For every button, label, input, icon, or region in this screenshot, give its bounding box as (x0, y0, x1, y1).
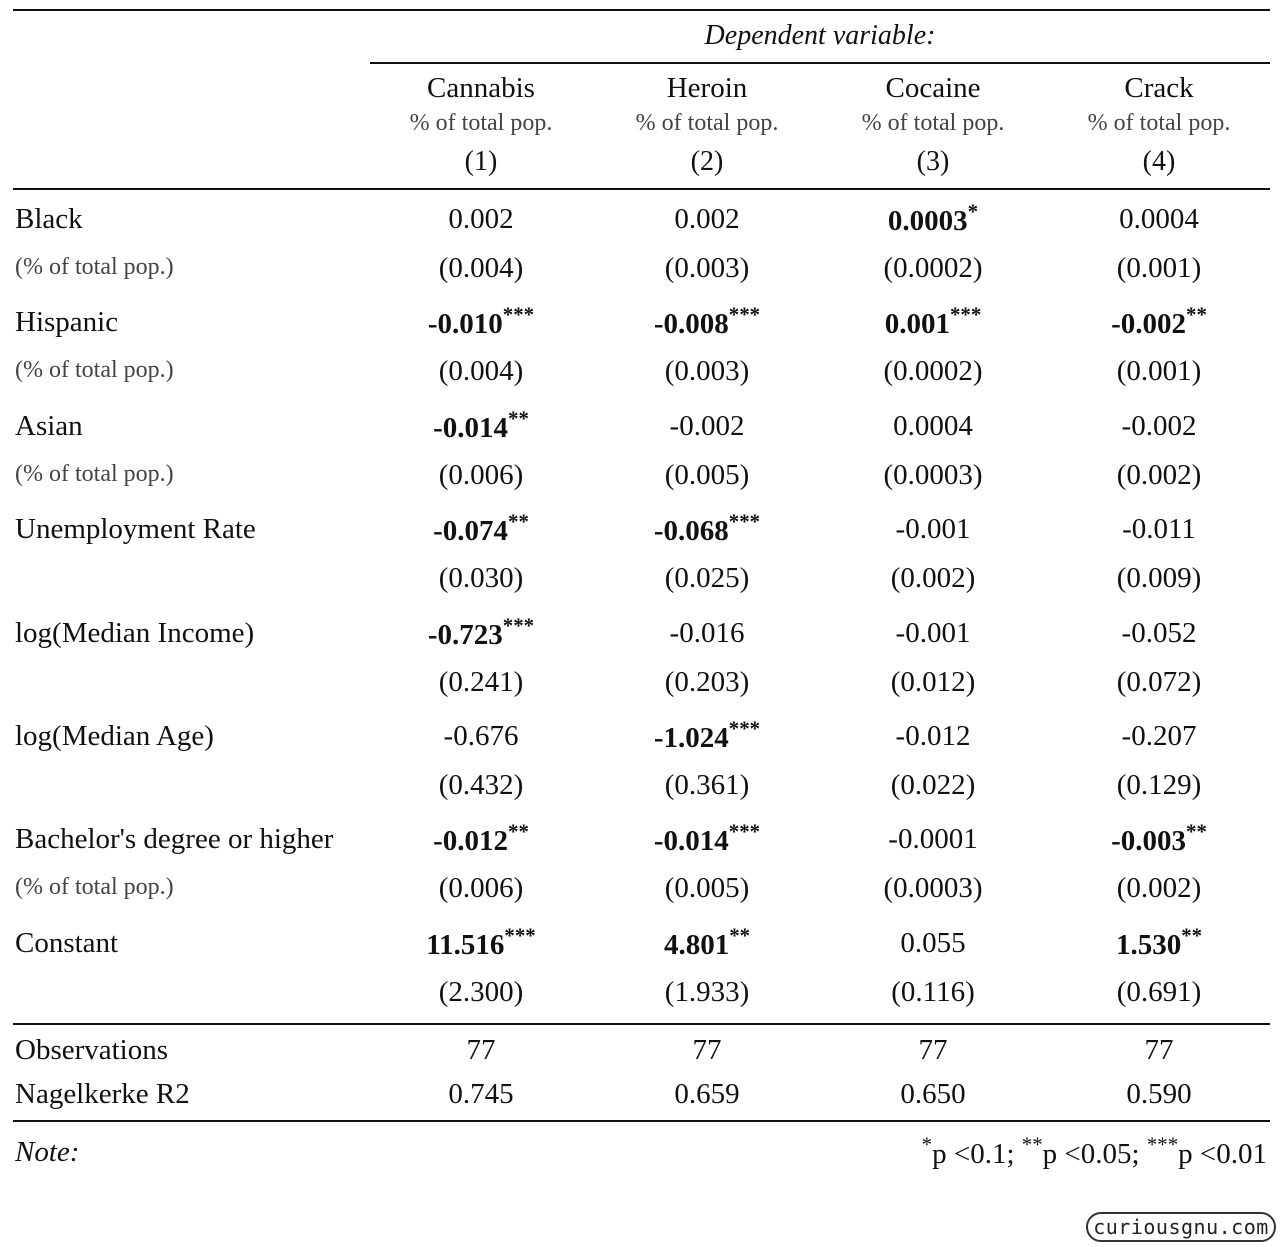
significance-stars: ** (1186, 302, 1207, 327)
coefficient-value: 4.801 (663, 929, 730, 961)
standard-error-cell: (0.0002) (883, 355, 983, 387)
standard-error-cell: (0.004) (438, 355, 524, 387)
stats-rule (13, 1023, 1270, 1025)
standard-error-cell: (0.003) (664, 252, 750, 284)
note-stars: * (921, 1132, 933, 1157)
coefficient-value: 1.530 (1115, 929, 1182, 961)
coefficient-cell (674, 205, 739, 234)
standard-error-cell: (0.072) (1116, 666, 1202, 698)
coefficient-value: -0.723 (427, 619, 503, 651)
significance-stars: * (967, 199, 979, 224)
standard-error-cell: (0.001) (1116, 355, 1202, 387)
significance-stars: *** (504, 923, 536, 948)
top-rule (13, 9, 1270, 11)
standard-error-cell: (0.361) (664, 769, 750, 801)
coefficient-value: -0.001 (895, 513, 971, 545)
coefficient-cell (888, 825, 977, 854)
coefficient-value: -0.002 (1111, 308, 1187, 340)
standard-error-cell: (0.691) (1116, 976, 1202, 1008)
note-threshold: p <0.01 (1178, 1138, 1267, 1170)
note-stars: *** (1146, 1132, 1179, 1157)
coefficient-cell (1122, 412, 1197, 441)
coefficient-cell (893, 412, 973, 441)
row-label: Unemployment Rate (15, 513, 256, 545)
coefficient-value: 0.002 (448, 203, 514, 235)
coefficient-cell (900, 929, 965, 958)
coefficient-value: -0.001 (895, 617, 971, 649)
row-label: Bachelor's degree or higher (15, 823, 334, 855)
coefficient-value: -0.010 (427, 308, 503, 340)
standard-error-cell: (0.0003) (883, 872, 983, 904)
standard-error-cell: (0.116) (891, 976, 975, 1008)
coefficient-cell (427, 302, 535, 340)
column-name: Crack (1124, 72, 1194, 104)
coefficient-value: -0.052 (1121, 617, 1197, 649)
coefficient-value: -0.008 (653, 308, 729, 340)
coefficient-cell (426, 923, 536, 961)
significance-stars: ** (508, 819, 529, 844)
coefficient-value: -0.016 (669, 617, 745, 649)
significance-stars: *** (949, 302, 982, 327)
coefficient-cell (896, 619, 971, 648)
row-label: Asian (15, 410, 83, 442)
stat-value: 0.650 (900, 1078, 966, 1110)
significance-stars: ** (1181, 923, 1203, 948)
standard-error-cell: (0.006) (438, 872, 524, 904)
column-unit: % of total pop. (409, 110, 553, 136)
stat-value: 77 (1144, 1034, 1174, 1066)
standard-error-cell: (0.0003) (883, 459, 983, 491)
coefficient-value: -0.068 (653, 515, 729, 547)
standard-error-cell: (0.129) (1116, 769, 1202, 801)
column-unit: % of total pop. (1087, 110, 1231, 136)
coefficient-value: 0.0004 (893, 410, 973, 442)
standard-error-cell: (0.432) (438, 769, 524, 801)
standard-error-cell: (0.004) (438, 252, 524, 284)
significance-stars: ** (508, 509, 529, 534)
stat-value: 0.590 (1126, 1078, 1192, 1110)
coefficient-cell (448, 205, 513, 234)
coefficient-value: -0.011 (1122, 513, 1196, 545)
significance-stars: ** (729, 923, 751, 948)
coefficient-value: -0.002 (669, 410, 745, 442)
standard-error-cell: (0.025) (664, 562, 750, 594)
note-stars: ** (1021, 1132, 1043, 1157)
coefficient-value: 0.055 (900, 927, 966, 959)
column-number: (4) (1142, 146, 1176, 177)
row-label: log(Median Age) (15, 720, 214, 752)
column-number: (2) (690, 146, 724, 177)
stat-value: 77 (918, 1034, 948, 1066)
stat-value: 77 (466, 1034, 496, 1066)
row-sublabel: (% of total pop.) (15, 357, 174, 383)
stat-value: 0.745 (448, 1078, 514, 1110)
coefficient-cell (653, 509, 761, 547)
row-sublabel: (% of total pop.) (15, 461, 174, 487)
coefficient-cell (663, 923, 751, 961)
stat-label: Observations (15, 1034, 169, 1066)
standard-error-cell: (0.022) (890, 769, 976, 801)
note-threshold: p <0.05; (1042, 1138, 1147, 1170)
column-name: Cannabis (427, 72, 535, 104)
coefficient-cell (653, 716, 761, 754)
coefficient-cell (1122, 722, 1197, 751)
coefficient-value: 0.001 (884, 308, 950, 340)
coefficient-cell (884, 302, 982, 340)
coefficient-cell (1111, 302, 1207, 340)
coefficient-cell (653, 302, 761, 340)
coefficient-value: -1.024 (653, 722, 729, 754)
stat-value: 77 (692, 1034, 722, 1066)
standard-error-cell: (0.0002) (883, 252, 983, 284)
note-threshold: p <0.1; (932, 1138, 1022, 1170)
coefficient-value: -0.0001 (888, 823, 978, 855)
standard-error-cell: (0.005) (664, 459, 750, 491)
coefficient-cell (896, 722, 971, 751)
coefficient-value: -0.676 (443, 720, 519, 752)
standard-error-cell: (0.005) (664, 872, 750, 904)
coefficient-cell (670, 412, 745, 441)
watermark-badge: curiousgnu.com (1086, 1212, 1276, 1242)
column-number: (1) (464, 146, 498, 177)
coefficient-cell (1122, 619, 1197, 648)
coefficient-cell (427, 613, 535, 651)
coefficient-cell (433, 819, 529, 857)
standard-error-cell: (2.300) (438, 976, 524, 1008)
bottom-rule (13, 1120, 1270, 1122)
coefficient-cell (1119, 205, 1199, 234)
coefficient-cell (653, 819, 761, 857)
significance-stars: *** (728, 509, 761, 534)
coefficient-cell (887, 199, 979, 237)
dependent-variable-title: Dependent variable: (704, 20, 936, 51)
coefficient-cell (1115, 923, 1203, 961)
standard-error-cell: (0.241) (438, 666, 524, 698)
column-number: (3) (916, 146, 950, 177)
column-unit: % of total pop. (861, 110, 1005, 136)
header-underline (370, 62, 1270, 64)
coefficient-cell (444, 722, 519, 751)
coefficient-value: -0.002 (1121, 410, 1197, 442)
standard-error-cell: (0.003) (664, 355, 750, 387)
standard-error-cell: (1.933) (664, 976, 750, 1008)
significance-stars: ** (1186, 819, 1207, 844)
row-sublabel: (% of total pop.) (15, 874, 174, 900)
standard-error-cell: (0.006) (438, 459, 524, 491)
standard-error-cell: (0.009) (1116, 562, 1202, 594)
significance-note (921, 1132, 1267, 1170)
coefficient-value: 11.516 (426, 929, 505, 961)
coefficient-cell (1122, 515, 1196, 544)
standard-error-cell: (0.203) (664, 666, 750, 698)
significance-stars: ** (508, 406, 529, 431)
column-name: Heroin (666, 72, 748, 104)
column-name: Cocaine (885, 72, 981, 104)
coefficient-cell (670, 619, 745, 648)
row-label: Constant (15, 927, 119, 959)
column-unit: % of total pop. (635, 110, 779, 136)
header-bottom-rule (13, 188, 1270, 190)
significance-stars: *** (728, 716, 761, 741)
coefficient-cell (433, 406, 529, 444)
coefficient-value: -0.014 (433, 412, 509, 444)
row-label: Black (15, 203, 83, 235)
significance-stars: *** (502, 613, 535, 638)
standard-error-cell: (0.002) (890, 562, 976, 594)
significance-stars: *** (502, 302, 535, 327)
coefficient-cell (896, 515, 971, 544)
row-label: log(Median Income) (15, 617, 255, 649)
row-sublabel: (% of total pop.) (15, 254, 174, 280)
coefficient-value: 0.0003 (887, 205, 968, 237)
coefficient-cell (1111, 819, 1207, 857)
coefficient-value: -0.207 (1121, 720, 1197, 752)
coefficient-value: -0.012 (895, 720, 971, 752)
standard-error-cell: (0.001) (1116, 252, 1202, 284)
coefficient-value: -0.074 (433, 515, 509, 547)
stat-value: 0.659 (674, 1078, 740, 1110)
note-label: Note: (15, 1136, 80, 1168)
significance-stars: *** (728, 819, 761, 844)
standard-error-cell: (0.002) (1116, 459, 1202, 491)
stat-label: Nagelkerke R2 (15, 1078, 190, 1110)
coefficient-value: 0.0004 (1119, 203, 1199, 235)
coefficient-value: -0.003 (1111, 825, 1187, 857)
standard-error-cell: (0.002) (1116, 872, 1202, 904)
coefficient-value: -0.012 (433, 825, 509, 857)
row-label: Hispanic (15, 306, 119, 338)
standard-error-cell: (0.012) (890, 666, 976, 698)
coefficient-value: 0.002 (674, 203, 740, 235)
standard-error-cell: (0.030) (438, 562, 524, 594)
significance-stars: *** (728, 302, 761, 327)
coefficient-value: -0.014 (653, 825, 729, 857)
coefficient-cell (433, 509, 529, 547)
